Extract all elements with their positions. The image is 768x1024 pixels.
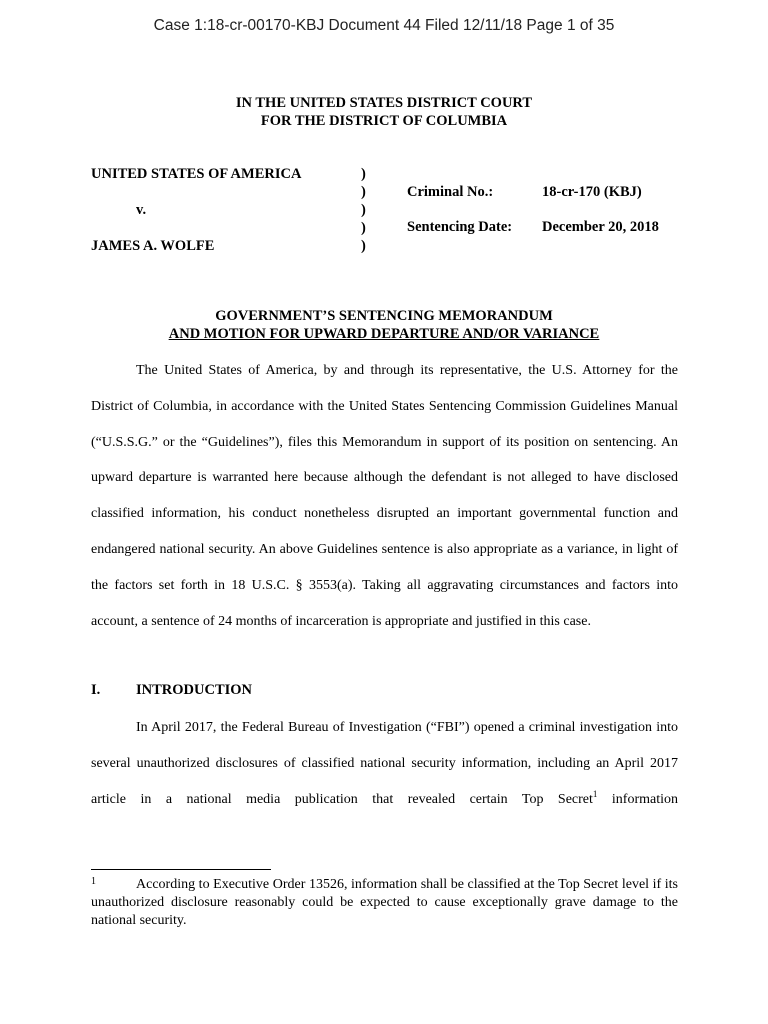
section-title: INTRODUCTION	[136, 682, 253, 698]
defendant-name: JAMES A. WOLFE	[91, 238, 215, 254]
document-title	[0, 307, 768, 343]
criminal-no-value: 18-cr-170 (KBJ)	[542, 184, 642, 200]
court-line-1: IN THE UNITED STATES DISTRICT COURT	[235, 95, 533, 111]
caption-paren: )	[361, 220, 366, 236]
paragraph-1: The United States of America, by and through its representative, the U.S. Attorney for the District of Columbia, in accordance with the United States Sentencing Commission Guidelines Manual (“U.S.S.G.” or the “Guidelines”), files this Memorandum in support of its position on sentencing. An upward departure is warranted here because although the defendant is not alleged to have disclosed classified information, his conduct nonetheless disrupted an important governmental function and endangered national security. An above Guidelines sentence is also appropriate as a variance, in light of the factors set forth in 18 U.S.C. § 3553(a). Taking all aggravating circumstances and factors into account, a sentence of 24 months of incarceration is appropriate and justified in this case.	[91, 363, 678, 629]
caption-paren: )	[361, 184, 366, 200]
case-caption	[0, 0, 768, 260]
caption-paren: )	[361, 238, 366, 254]
court-line-2: FOR THE DISTRICT OF COLUMBIA	[260, 113, 508, 129]
sentencing-date-value: December 20, 2018	[542, 219, 659, 235]
paragraph-2	[91, 710, 678, 817]
title-line-1: GOVERNMENT’S SENTENCING MEMORANDUM	[215, 308, 553, 324]
section-number: I.	[91, 682, 101, 698]
versus-text: v.	[136, 202, 147, 218]
caption-paren: )	[361, 202, 366, 218]
footnote-text: According to Executive Order 13526, information shall be classified at the Top Secret level if its unauthorized disclosure reasonably could be expected to cause exceptionally grave damage to the national security.	[91, 877, 678, 928]
criminal-no-label: Criminal No.:	[407, 184, 494, 200]
caption-paren: )	[361, 166, 366, 182]
title-line-2	[0, 325, 768, 343]
footnote-divider	[91, 869, 271, 870]
title-line-2-text: AND MOTION FOR UPWARD DEPARTURE AND/OR VARIANCE	[168, 326, 600, 342]
paragraph-2-text: In April 2017, the Federal Bureau of Investigation (“FBI”) opened a criminal investigation into several unauthorized disclosures of classified national security information, including an April 2017 article in a national media publication that revealed certain Top Secret	[91, 720, 678, 807]
plaintiff-name: UNITED STATES OF AMERICA	[91, 166, 302, 182]
paragraph-2-text-end: information	[597, 791, 678, 807]
footnote-1: 1 According to Executive Order 13526, information shall be classified at the Top Secret level if its unauthorized disclosure reasonably could be expected to cause exceptionally grave damage to the national security.	[91, 876, 678, 928]
section-heading	[91, 682, 252, 699]
case-header: Case 1:18-cr-00170-KBJ Document 44 Filed 12/11/18 Page 1 of 35	[153, 17, 615, 34]
footnote-reference: 1	[592, 788, 598, 799]
sentencing-date-label: Sentencing Date:	[407, 219, 513, 235]
